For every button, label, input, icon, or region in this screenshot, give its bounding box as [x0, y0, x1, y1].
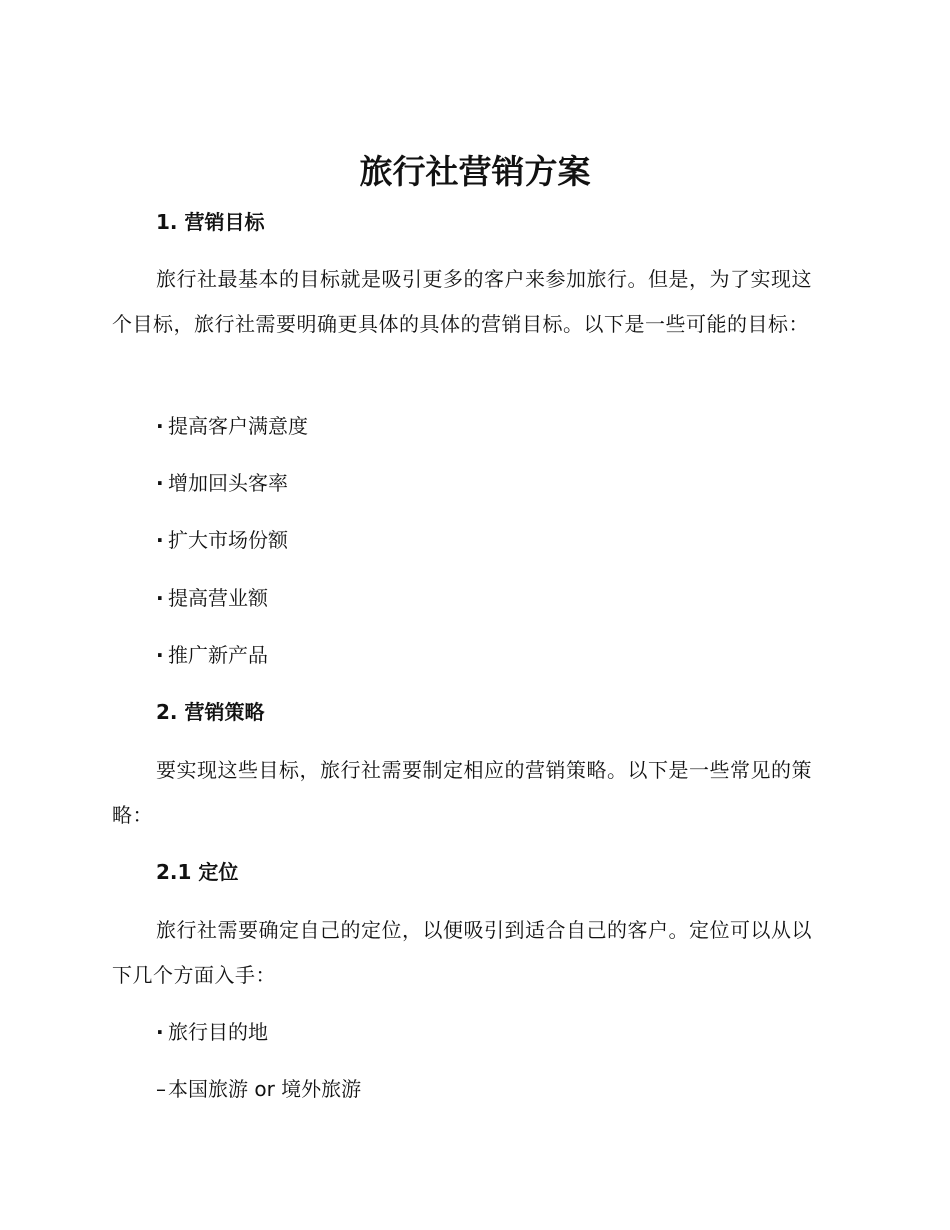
list-item: · 增加回头客率 — [156, 468, 288, 498]
list-item: · 推广新产品 — [156, 640, 268, 670]
paragraph-goals-intro: 旅行社最基本的目标就是吸引更多的客户来参加旅行。但是，为了实现这个目标，旅行社需要明确更具体的具体的营销目标。以下是一些可能的目标： — [112, 267, 812, 336]
paragraph-positioning: 旅行社需要确定自己的定位，以便吸引到适合自己的客户。定位可以从以下几个方面入手： — [112, 918, 812, 987]
section-heading-goals: 1. 营销目标 — [156, 210, 265, 234]
paragraph-strategy-intro: 要实现这些目标，旅行社需要制定相应的营销策略。以下是一些常见的策略： — [112, 758, 812, 827]
list-item: · 提高客户满意度 — [156, 411, 308, 441]
section-heading-strategy: 2. 营销策略 — [156, 700, 265, 724]
list-item: · 提高营业额 — [156, 583, 268, 613]
subsection-heading-positioning: 2.1 定位 — [156, 860, 239, 884]
list-item: · 扩大市场份额 — [156, 525, 288, 555]
list-item: · 旅行目的地 — [156, 1017, 268, 1047]
document-title: 旅行社营销方案 — [359, 152, 591, 191]
list-subitem: – 本国旅游 or 境外旅游 — [156, 1074, 361, 1104]
